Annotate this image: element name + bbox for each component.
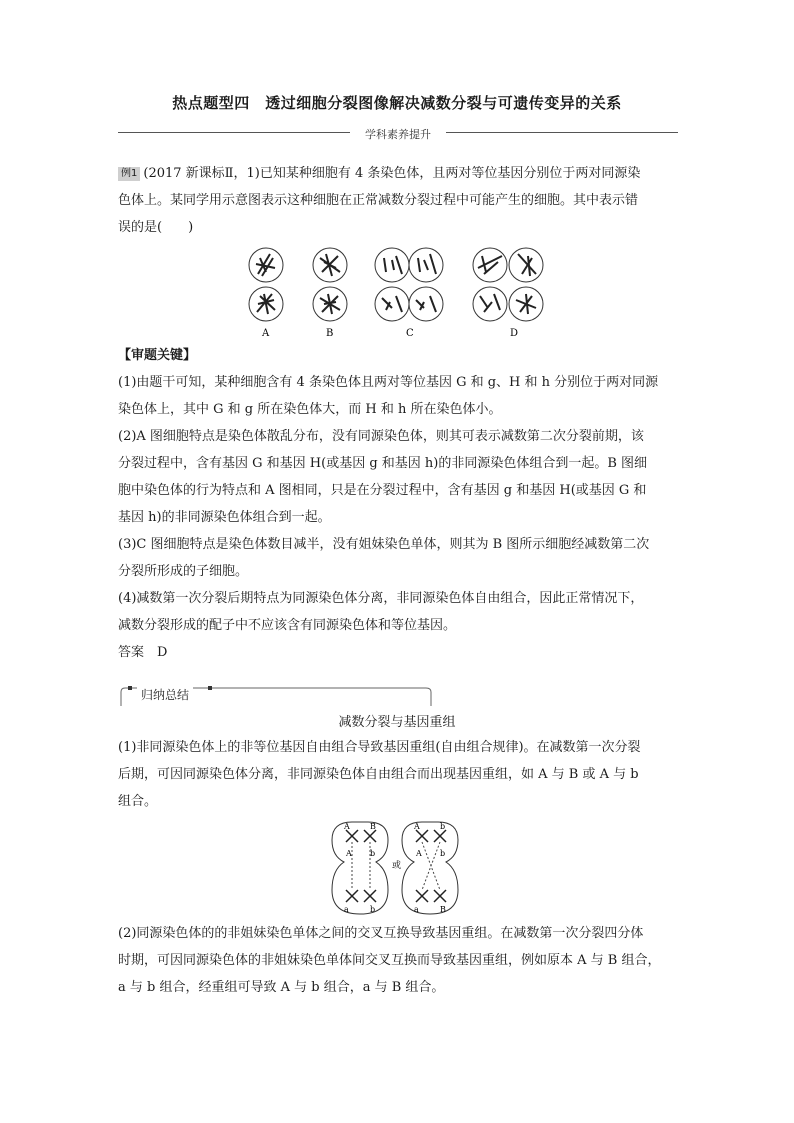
cell-group-a — [249, 248, 283, 321]
analysis-p2-line3: 胞中染色体的行为特点和 A 图相同，只是在分裂过程中，含有基因 g 和基因 H(或基因 G 和 — [118, 483, 647, 498]
analysis-p4-line1: (4)减数第一次分裂后期特点为同源染色体分离，非同源染色体自由组合，因此正常情况下， — [118, 591, 644, 606]
subtitle-text: 学科素养提升 — [365, 128, 431, 141]
figure-label-b: B — [326, 328, 334, 339]
figure-label-d: D — [510, 328, 519, 339]
analysis-p2-line2: 分裂过程中，含有基因 G 和基因 H(或基因 g 和基因 h)的非同源染色体组合到一起。B 图细 — [118, 456, 648, 471]
summary-s1-line3: 组合。 — [118, 794, 158, 809]
left-bottom-gene-1: a — [344, 905, 349, 914]
right-top-gene-2: b — [440, 822, 446, 831]
figure-label-c: C — [406, 328, 414, 339]
left-dividing-cell — [332, 822, 388, 914]
analysis-p3-line2: 分裂所形成的子细胞。 — [118, 564, 249, 579]
summary-s2-line3: a 与 b 组合，经重组可导致 A 与 b 组合，a 与 B 组合。 — [118, 980, 445, 995]
summary-box — [118, 686, 433, 708]
summary-part-2 — [118, 920, 678, 1001]
divider-line-right — [446, 132, 678, 133]
analysis-p4-line2: 减数分裂形成的配子中不应该含有同源染色体和等位基因。 — [118, 618, 457, 633]
analysis-p2-line1: (2)A 图细胞特点是染色体散乱分布，没有同源染色体，则其可表示减数第二次分裂前期，该 — [118, 429, 644, 444]
summary-title: 减数分裂与基因重组 — [338, 715, 456, 730]
answer-text: 答案 D — [118, 645, 168, 660]
cell-group-b — [313, 248, 347, 321]
summary-s2-line1: (2)同源染色体的的非姐妹染色单体之间的交叉互换导致基因重组。在减数第一次分裂四分体 — [118, 926, 644, 941]
cell-group-c — [375, 248, 443, 321]
example-question — [118, 160, 678, 241]
summary-box-label: 归纳总结 — [137, 686, 193, 703]
left-mid-gene-1: A — [346, 849, 352, 858]
example-line-2: 色体上。某同学用示意图表示这种细胞在正常减数分裂过程中可能产生的细胞。其中表示错 — [118, 193, 639, 208]
cell-division-figure — [246, 246, 586, 346]
subtitle-divider — [118, 126, 678, 140]
right-top-gene-1: A — [414, 822, 420, 831]
analysis-p1-line1: (1)由题干可知，某种细胞含有 4 条染色体且两对等位基因 G 和 g、H 和 h 分别位于两对同源 — [118, 375, 659, 390]
right-mid-gene-1: A — [416, 849, 422, 858]
example-line-3: 误的是( ) — [118, 220, 194, 235]
analysis-p3-line1: (3)C 图细胞特点是染色体数目减半，没有姐妹染色单体，则其为 B 图所示细胞经减数第二次 — [118, 537, 650, 552]
example-line-1 — [118, 160, 678, 187]
summary-s2-line2: 时期，可因同源染色体的非姐妹染色单体间交叉互换而导致基因重组，例如原本 A 与 B 组合， — [118, 953, 661, 968]
figure-label-a: A — [262, 328, 270, 339]
or-label: 或 — [392, 861, 402, 871]
cell-group-d — [473, 248, 543, 321]
summary-part-1 — [118, 734, 678, 815]
summary-s1-line1: (1)非同源染色体上的非等位基因自由组合导致基因重组(自由组合规律)。在减数第一次分裂 — [118, 740, 641, 755]
left-top-gene-1: A — [344, 822, 350, 831]
analysis-p2-line4: 基因 h)的非同源染色体组合到一起。 — [118, 510, 331, 525]
analysis-heading: 【审题关键】 — [118, 348, 197, 363]
right-mid-gene-2: b — [440, 849, 446, 858]
left-top-gene-2: B — [370, 822, 376, 831]
page-title: 热点题型四 透过细胞分裂图像解决减数分裂与可遗传变异的关系 — [172, 94, 622, 112]
analysis-section — [118, 342, 678, 666]
left-mid-gene-2: b — [370, 849, 376, 858]
example-badge: 例1 — [118, 167, 140, 181]
summary-s1-line2: 后期，可因同源染色体分离，非同源染色体自由组合而出现基因重组，如 A 与 B 或 A 与 b — [118, 767, 639, 782]
right-bottom-gene-2: B — [440, 905, 446, 914]
right-dividing-cell — [402, 822, 458, 914]
right-bottom-gene-1: a — [414, 905, 419, 914]
example-text-1: (2017 新课标Ⅱ，1)已知某种细胞有 4 条染色体，且两对等位基因分别位于两对同源染 — [143, 166, 641, 181]
left-bottom-gene-2: b — [370, 905, 376, 914]
analysis-p1-line2: 染色体上，其中 G 和 g 所在染色体大，而 H 和 h 所在染色体小。 — [118, 402, 502, 417]
chromosome-segregation-figure — [330, 820, 460, 916]
